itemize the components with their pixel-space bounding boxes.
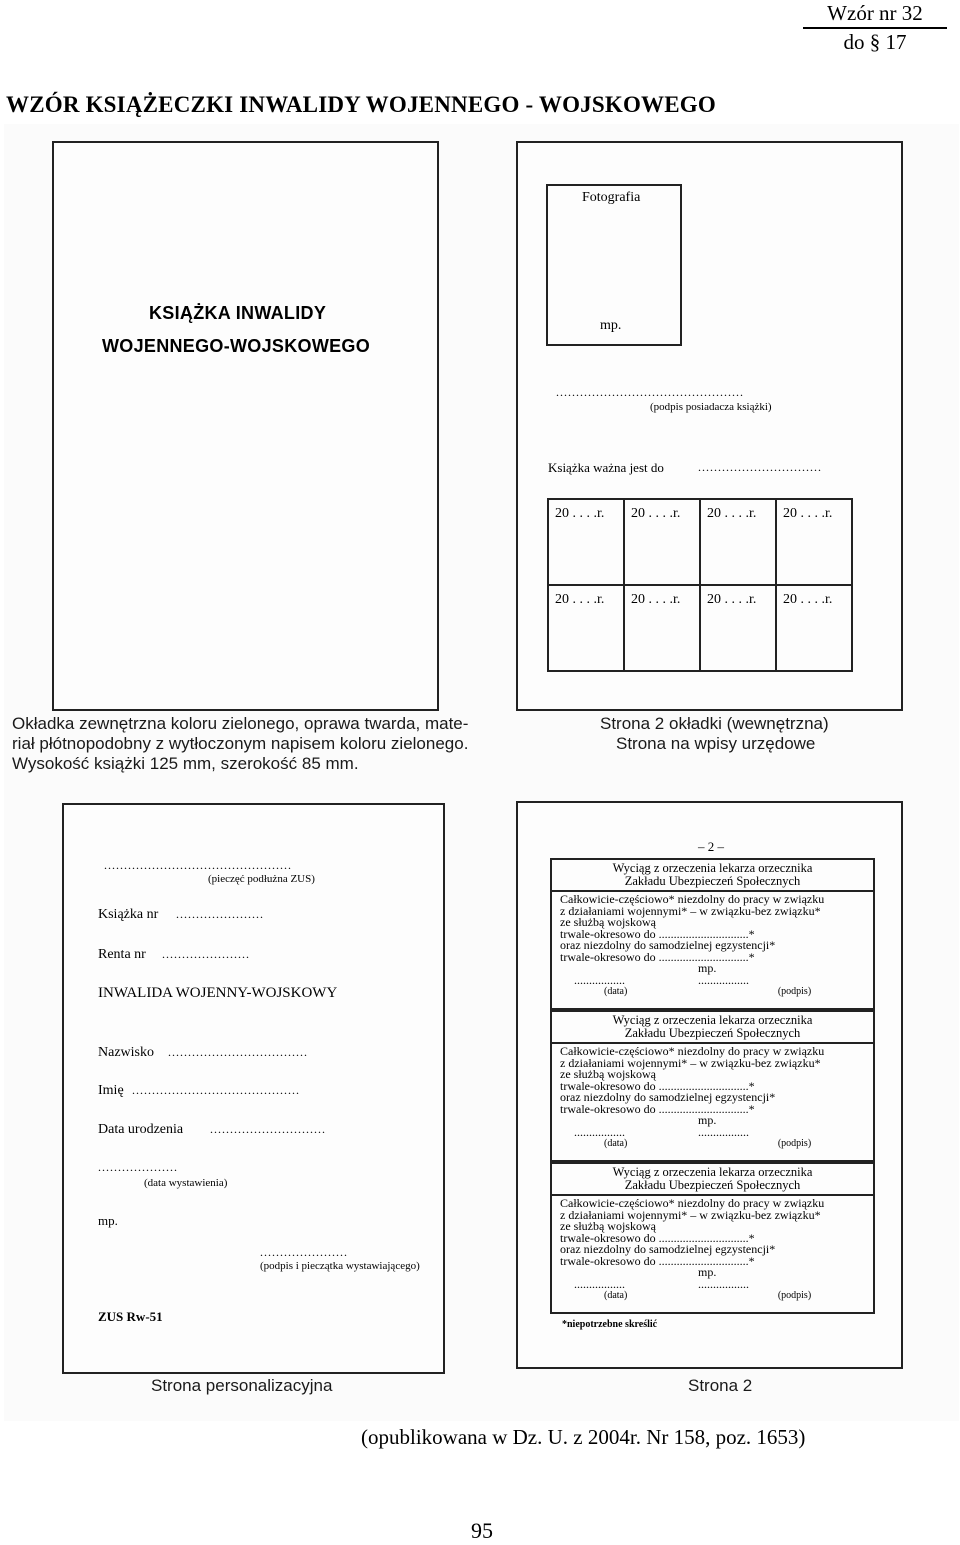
personalization-caption: Strona personalizacyjna [151, 1376, 333, 1395]
issue-date-label: (data wystawienia) [144, 1177, 228, 1189]
inner-cover-caption-line2: Strona na wpisy urzędowe [616, 734, 816, 753]
extract-body [552, 1044, 873, 1150]
extract-line-3: ze służbą wojskową [560, 1219, 656, 1233]
cover-title-line2: WOJENNEGO-WOJSKOWEGO [102, 336, 371, 356]
extract-dots-row [560, 1124, 865, 1139]
photo-box [546, 184, 682, 346]
extract-header-line1: Wyciąg z orzeczenia lekarza orzecznika [612, 861, 813, 875]
status-heading: INWALIDA WOJENNY-WOJSKOWY [98, 985, 338, 1001]
photo-label: Fotografia [582, 190, 641, 205]
cover-caption-line2: riał płótnopodobny z wytłoczonym napisem koloru zielonego. [12, 734, 469, 753]
form-code: ZUS Rw-51 [98, 1309, 163, 1324]
extract-body [552, 892, 873, 998]
sign-label: (podpis) [777, 1138, 812, 1149]
birth-date-label: Data urodzenia [98, 1122, 184, 1137]
holder-signature-label: (podpis posiadacza książki) [650, 401, 772, 413]
extract-labels-row [560, 986, 865, 998]
page-number: 95 [471, 1518, 493, 1543]
extract-stamp-label: mp. [698, 1265, 717, 1279]
holder-signature-line: ............................................... [556, 385, 744, 399]
document-title: WZÓR KSIĄŻECZKI INWALIDY WOJENNEGO - WOJSKOWEGO [6, 92, 716, 117]
top-stamp-dots: ............................................... [104, 858, 292, 872]
validity-label: Książka ważna jest do [548, 460, 664, 475]
year-cell: 20 . . . .r. [700, 585, 776, 671]
issuer-signature-dots: ...................... [260, 1245, 348, 1259]
inner-cover-caption-line1: Strona 2 okładki (wewnętrzna) [600, 714, 829, 733]
sign-dots: ................. [698, 972, 749, 987]
surname-label: Nazwisko [98, 1045, 154, 1060]
extract-line-3: ze służbą wojskową [560, 915, 656, 929]
issue-date-dots: .................... [98, 1160, 178, 1174]
extract-dots-row [560, 1276, 865, 1291]
sign-label: (podpis) [777, 1290, 812, 1301]
cover-caption-line3: Wysokość książki 125 mm, szerokość 85 mm. [12, 754, 359, 773]
date-dots: ................. [574, 1124, 625, 1139]
extract-header-line1: Wyciąg z orzeczenia lekarza orzecznika [612, 1165, 813, 1179]
extract-line-1: Całkowicie-częściowo* niezdolny do pracy w związku [560, 892, 825, 906]
first-name-dots: .......................................... [132, 1083, 300, 1097]
extract-line-2: z działaniami wojennymi* – w związku-bez związku* [560, 903, 821, 918]
page-two [516, 801, 903, 1369]
extract-dots-row [560, 972, 865, 987]
paragraph-reference: do § 17 [843, 30, 907, 54]
year-cell: 20 . . . .r. [700, 499, 776, 585]
booklet-scan [4, 124, 959, 1421]
issuer-signature-label: (podpis i pieczątka wystawiającego) [260, 1260, 420, 1272]
cover-title-line1: KSIĄŻKA INWALIDY [149, 303, 327, 323]
extract-stamp-label: mp. [698, 1113, 717, 1127]
extract-line-4: trwale-okresowo do ..............................* [560, 1078, 755, 1093]
extract-line-5: oraz niezdolny do samodzielnej egzystencji* [560, 1242, 776, 1256]
sign-label: (podpis) [777, 986, 812, 997]
extract-line-3: ze służbą wojskową [560, 1067, 656, 1081]
pension-number-dots: ...................... [162, 947, 250, 961]
year-cell: 20 . . . .r. [548, 585, 624, 671]
date-label: (data) [604, 986, 628, 997]
date-dots: ................. [574, 1276, 625, 1291]
cover-caption-line1: Okładka zewnętrzna koloru zielonego, oprawa twarda, mate- [12, 714, 469, 733]
extract-labels-row [560, 1138, 865, 1150]
extract-line-2: z działaniami wojennymi* – w związku-bez związku* [560, 1055, 821, 1070]
photo-stamp-label: mp. [600, 318, 622, 333]
extract-line-1: Całkowicie-częściowo* niezdolny do pracy w związku [560, 1196, 825, 1210]
cover-page [52, 141, 439, 711]
year-cell: 20 . . . .r. [624, 499, 700, 585]
year-cell: 20 . . . .r. [624, 585, 700, 671]
birth-date-dots: ............................. [210, 1122, 326, 1136]
first-name-label: Imię [98, 1083, 124, 1098]
extract-line-5: oraz niezdolny do samodzielnej egzystencji* [560, 938, 776, 952]
extract-line-2: z działaniami wojennymi* – w związku-bez związku* [560, 1207, 821, 1222]
validity-years-table [547, 498, 853, 672]
personal-stamp-label: mp. [98, 1213, 118, 1228]
extract-stamp-label: mp. [698, 961, 717, 975]
extract-line-5: oraz niezdolny do samodzielnej egzystencji* [560, 1090, 776, 1104]
extract-line-1: Całkowicie-częściowo* niezdolny do pracy w związku [560, 1044, 825, 1058]
footnote: *niepotrzebne skreślić [562, 1319, 658, 1330]
extract-header [552, 1164, 873, 1196]
template-number: Wzór nr 32 [803, 0, 947, 29]
extract-labels-row [560, 1290, 865, 1302]
extract-header-line2: Zakładu Ubezpieczeń Społecznych [624, 1026, 801, 1040]
extract-line-4: trwale-okresowo do ..............................* [560, 1230, 755, 1245]
date-label: (data) [604, 1138, 628, 1149]
personalization-page [62, 803, 445, 1374]
medical-extract-2 [550, 1010, 875, 1162]
year-cell: 20 . . . .r. [548, 499, 624, 585]
medical-extract-3 [550, 1162, 875, 1314]
extract-header [552, 1012, 873, 1044]
date-dots: ................. [574, 972, 625, 987]
extract-header [552, 860, 873, 892]
book-number-dots: ...................... [176, 907, 264, 921]
extract-header-line2: Zakładu Ubezpieczeń Społecznych [624, 1178, 801, 1192]
book-number-label: Książka nr [98, 907, 159, 922]
sign-dots: ................. [698, 1124, 749, 1139]
surname-dots: ................................... [168, 1045, 308, 1059]
zus-stamp-label: (pieczęć podłużna ZUS) [208, 873, 315, 885]
page-mark: – 2 – [698, 839, 724, 854]
page-two-caption: Strona 2 [688, 1376, 753, 1395]
extract-body [552, 1196, 873, 1302]
extract-header-line2: Zakładu Ubezpieczeń Społecznych [624, 874, 801, 888]
extract-line-4: trwale-okresowo do ..............................* [560, 926, 755, 941]
extract-line-6: trwale-okresowo do ..............................* [560, 949, 755, 964]
year-cell: 20 . . . .r. [776, 499, 852, 585]
pension-number-label: Renta nr [98, 947, 146, 962]
validity-dots: ............................... [698, 460, 822, 474]
year-cell: 20 . . . .r. [776, 585, 852, 671]
template-number-box [803, 0, 947, 55]
sign-dots: ................. [698, 1276, 749, 1291]
inner-cover-page [516, 141, 903, 711]
medical-extract-1 [550, 858, 875, 1010]
extract-line-6: trwale-okresowo do ..............................* [560, 1101, 755, 1116]
extract-header-line1: Wyciąg z orzeczenia lekarza orzecznika [612, 1013, 813, 1027]
date-label: (data) [604, 1290, 628, 1301]
publication-note: (opublikowana w Dz. U. z 2004r. Nr 158, poz. 1653) [361, 1425, 806, 1449]
extract-line-6: trwale-okresowo do ..............................* [560, 1253, 755, 1268]
